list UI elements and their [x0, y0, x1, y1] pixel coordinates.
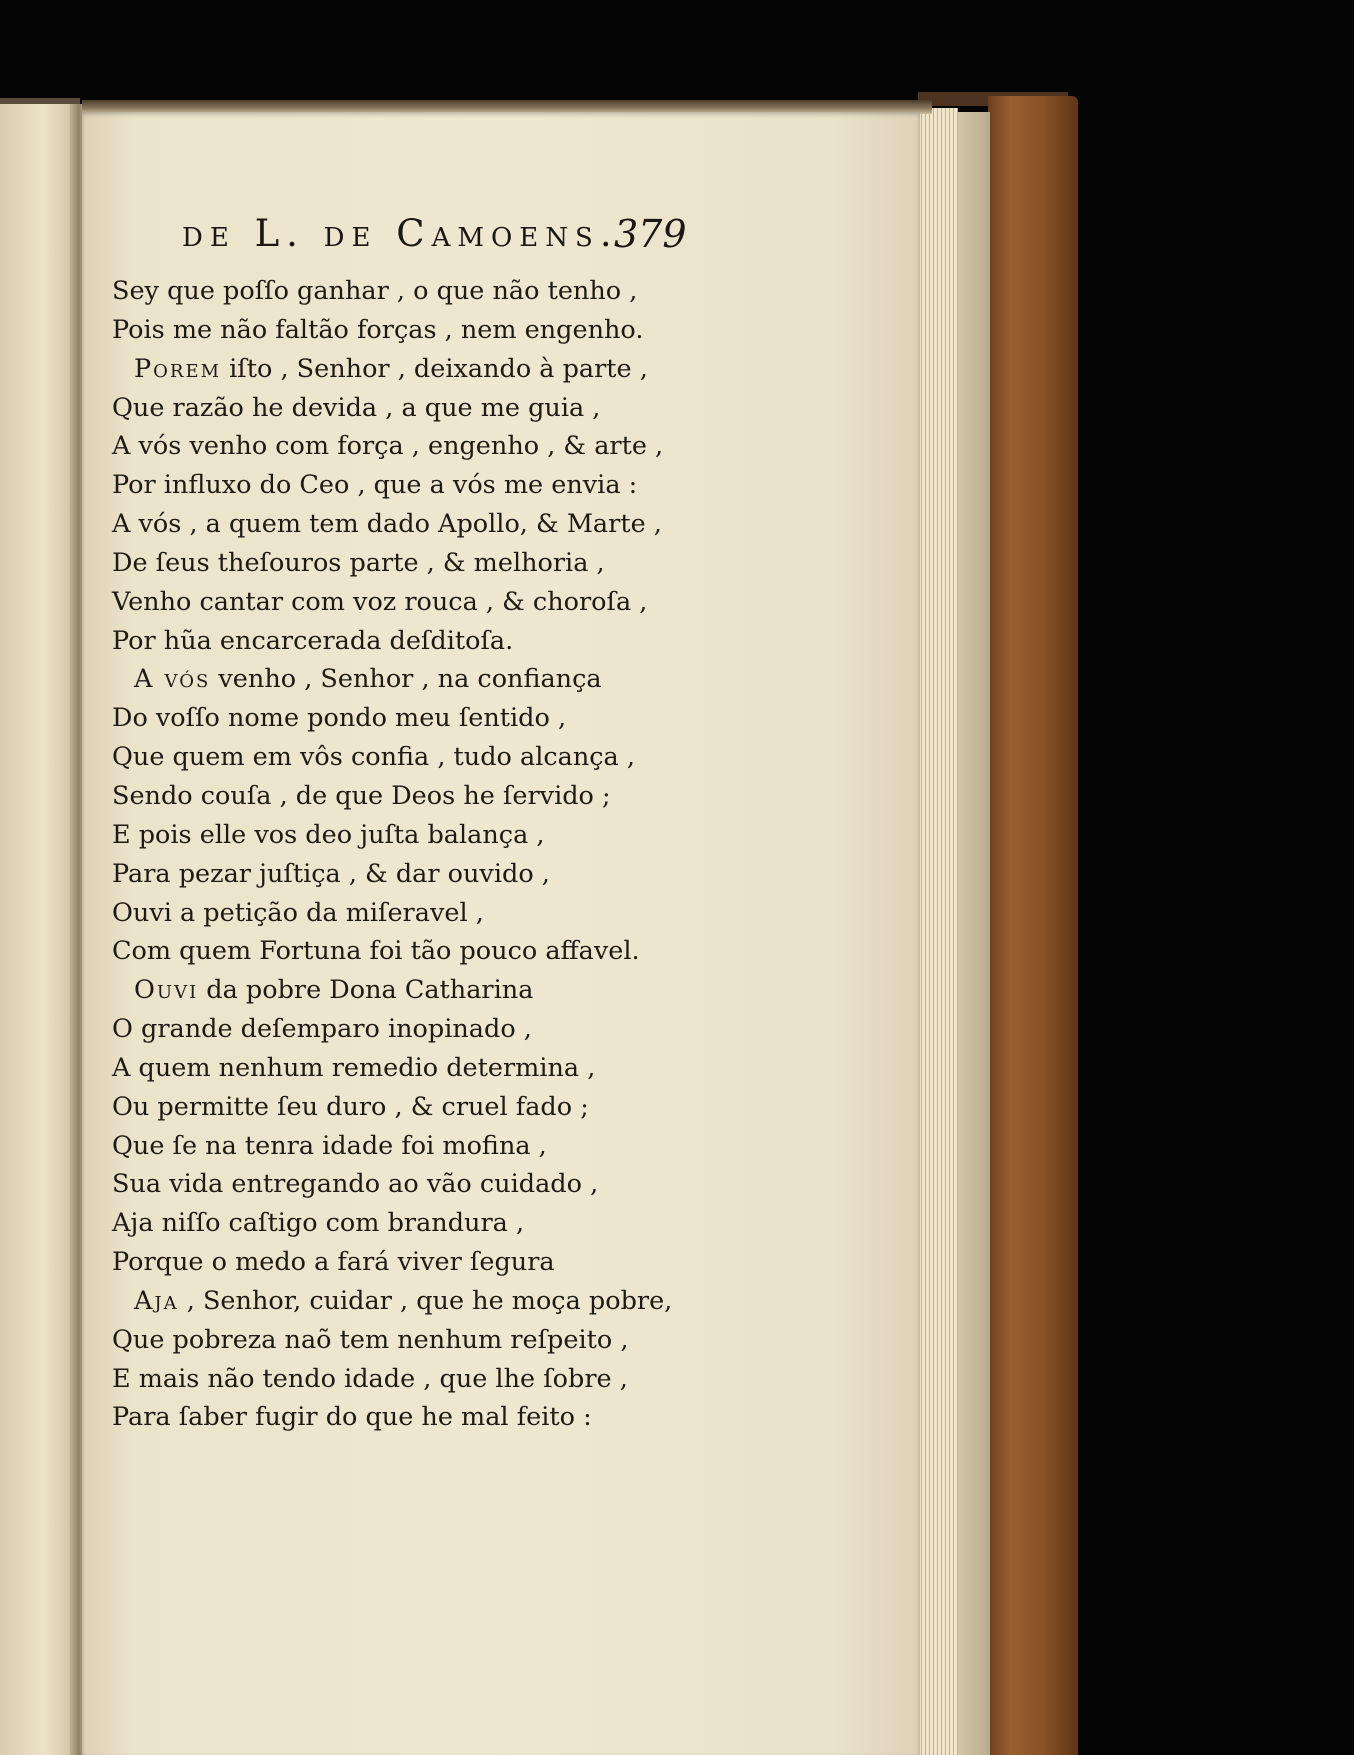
poem-text [112, 272, 712, 1437]
poem-line: Para pezar juſtiça , & dar ouvido , [112, 858, 550, 889]
poem-line: Venho cantar com voz rouca , & choroſa , [112, 586, 648, 617]
poem-line: Sendo couſa , de que Deos he ſervido ; [112, 780, 611, 811]
poem-line: Ouvi a petição da miſeravel , [112, 897, 484, 928]
page-edge-shade [956, 112, 990, 1755]
running-head [182, 212, 692, 262]
poem-line: Pois me não faltão forças , nem engenho. [112, 314, 644, 345]
poem-line: Do voſſo nome pondo meu ſentido , [112, 703, 567, 734]
running-head-title: de L. de Camoens. [182, 212, 619, 255]
page-block-edges [918, 108, 958, 1755]
poem-line: A vós , a quem tem dado Apollo, & Marte , [112, 509, 662, 540]
recto-page [82, 112, 920, 1755]
poem-line: Por hũa encarcerada deſditoſa. [112, 625, 514, 656]
previous-page [0, 104, 78, 1755]
leather-cover [988, 96, 1078, 1755]
poem-line: A vós venho com força , engenho , & arte , [112, 431, 664, 462]
stanza-first-line: A vós venho , Senhor , na confiança [134, 664, 602, 695]
poem-line: Que quem em vôs confia , tudo alcança , [112, 742, 635, 773]
poem-line: E pois elle vos deo juſta balança , [112, 819, 545, 850]
poem-line: Por influxo do Ceo , que a vós me envia : [112, 470, 638, 501]
stanza-first-line: Porem iſto , Senhor , deixando à parte , [134, 353, 648, 384]
poem-line: Para ſaber fugir do que he mal feito : [112, 1402, 592, 1433]
poem-line: Que razão he devida , a que me guia , [112, 392, 601, 423]
poem-line: Que ſe na tenra idade foi mofina , [112, 1130, 547, 1161]
poem-line: Sey que poſſo ganhar , o que não tenho , [112, 276, 638, 306]
poem-line: Porque o medo a fará viver ſegura [112, 1247, 555, 1278]
stanza-first-line: Aja , Senhor, cuidar , que he moça pobre, [134, 1285, 673, 1316]
poem-line: Com quem Fortuna foi tão pouco affavel. [112, 936, 640, 967]
poem-line: A quem nenhum remedio determina , [112, 1052, 596, 1083]
stanza-first-line: Ouvi da pobre Dona Catharina [134, 975, 534, 1006]
poem-line: Ou permitte ſeu duro , & cruel fado ; [112, 1091, 589, 1122]
poem-line: O grande deſemparo inopinado , [112, 1014, 532, 1045]
poem-line: Sua vida entregando ao vão cuidado , [112, 1169, 599, 1200]
poem-line: E mais não tendo idade , que lhe ſobre , [112, 1363, 628, 1394]
poem-line: Aja niſſo caſtigo com brandura , [112, 1208, 525, 1239]
page-number: 379 [614, 212, 687, 256]
poem-line: Que pobreza naõ tem nenhum reſpeito , [112, 1324, 629, 1355]
poem-line: De ſeus theſouros parte , & melhoria , [112, 547, 605, 578]
